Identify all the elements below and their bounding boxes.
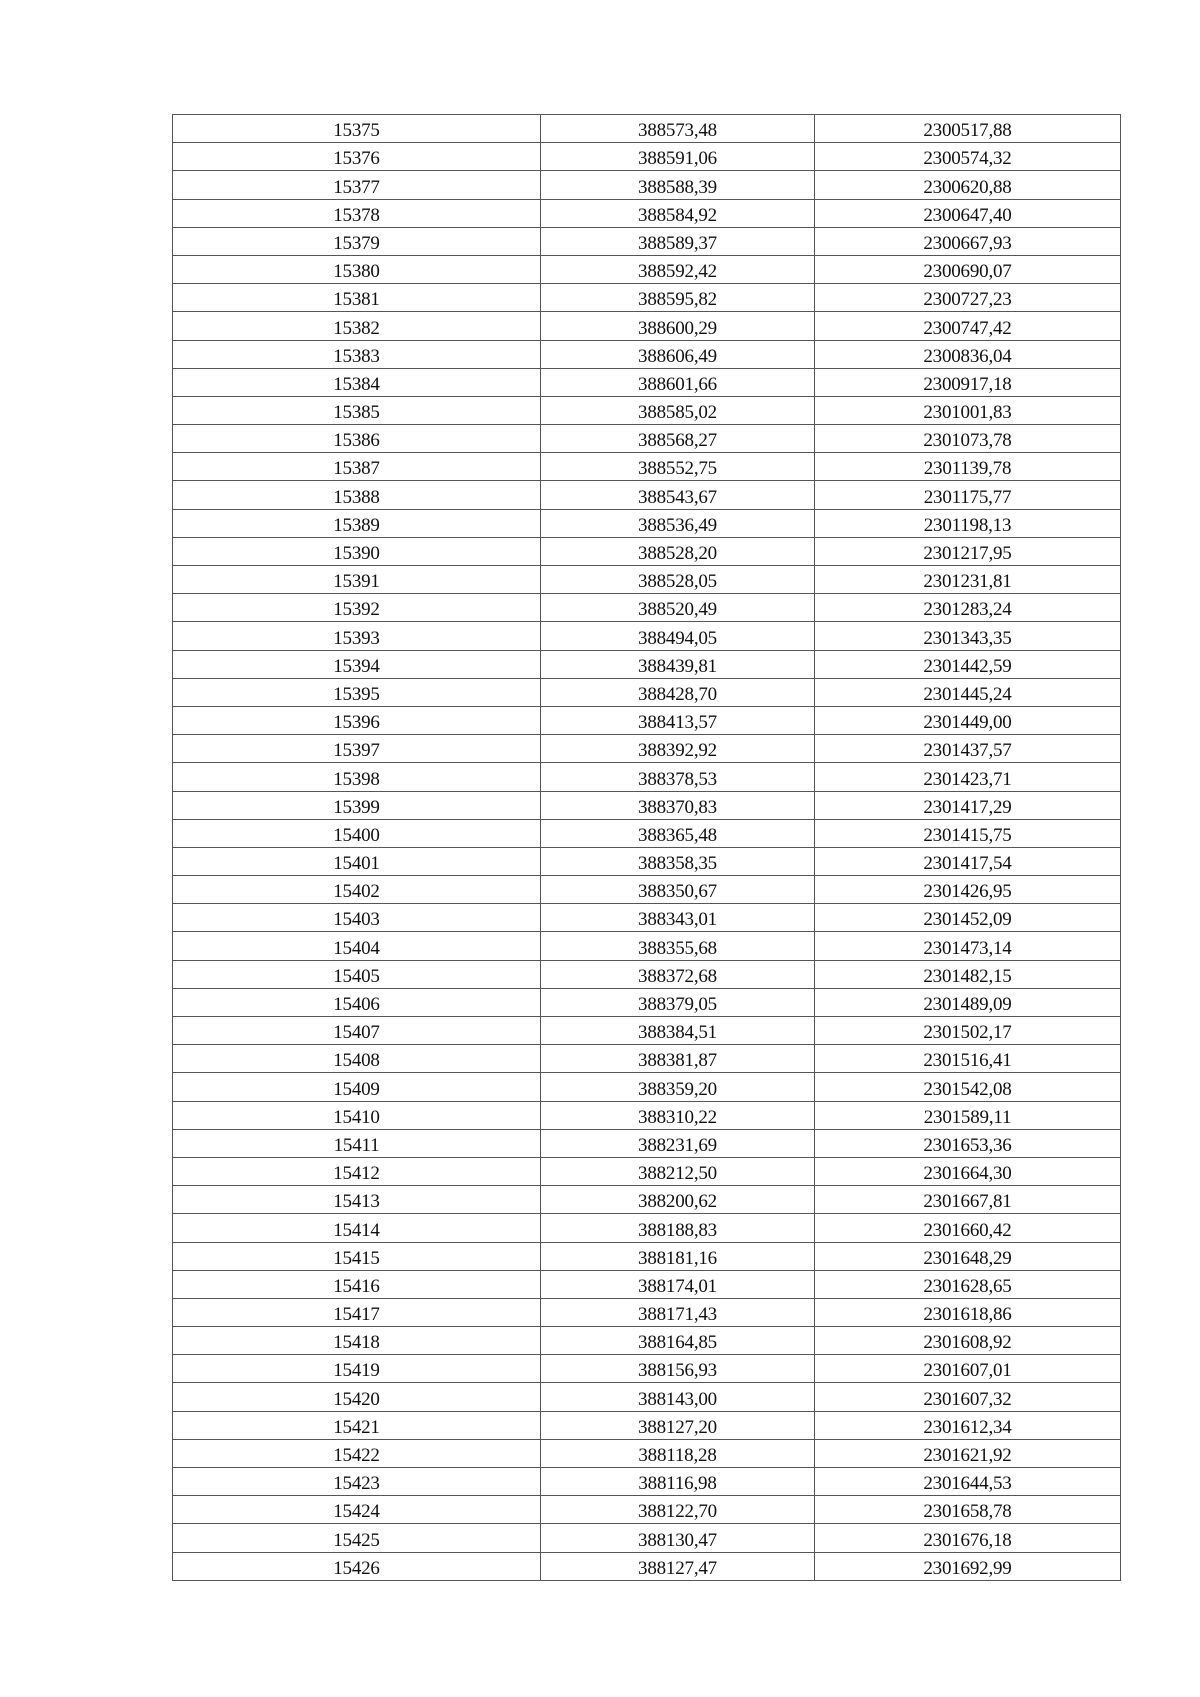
table-row [173,735,1121,763]
point-number-cell: 15423 [173,1468,541,1496]
point-number-cell: 15401 [173,847,541,875]
point-number-cell: 15425 [173,1524,541,1552]
table-row [173,876,1121,904]
y-coordinate-cell: 2301692,99 [815,1552,1121,1580]
y-coordinate-cell: 2300647,40 [815,199,1121,227]
y-coordinate-cell: 2300517,88 [815,115,1121,143]
y-coordinate-cell: 2301283,24 [815,594,1121,622]
point-number-cell: 15396 [173,706,541,734]
y-coordinate-cell: 2301621,92 [815,1439,1121,1467]
point-number-cell: 15415 [173,1242,541,1270]
y-coordinate-cell: 2301489,09 [815,988,1121,1016]
y-coordinate-cell: 2301648,29 [815,1242,1121,1270]
table-row [173,1157,1121,1185]
x-coordinate-cell: 388595,82 [541,284,815,312]
point-number-cell: 15390 [173,537,541,565]
x-coordinate-cell: 388591,06 [541,143,815,171]
point-number-cell: 15375 [173,115,541,143]
table-row [173,763,1121,791]
table-row [173,1186,1121,1214]
point-number-cell: 15413 [173,1186,541,1214]
y-coordinate-cell: 2301426,95 [815,876,1121,904]
x-coordinate-cell: 388528,05 [541,566,815,594]
point-number-cell: 15382 [173,312,541,340]
point-number-cell: 15422 [173,1439,541,1467]
y-coordinate-cell: 2301589,11 [815,1101,1121,1129]
x-coordinate-cell: 388156,93 [541,1355,815,1383]
point-number-cell: 15391 [173,566,541,594]
x-coordinate-cell: 388358,35 [541,847,815,875]
y-coordinate-cell: 2300747,42 [815,312,1121,340]
point-number-cell: 15399 [173,791,541,819]
x-coordinate-cell: 388200,62 [541,1186,815,1214]
point-number-cell: 15398 [173,763,541,791]
table-row [173,509,1121,537]
x-coordinate-cell: 388573,48 [541,115,815,143]
x-coordinate-cell: 388231,69 [541,1129,815,1157]
table-row [173,678,1121,706]
y-coordinate-cell: 2301607,32 [815,1383,1121,1411]
y-coordinate-cell: 2301445,24 [815,678,1121,706]
table-row [173,1129,1121,1157]
y-coordinate-cell: 2301542,08 [815,1073,1121,1101]
table-row [173,706,1121,734]
table-row [173,1524,1121,1552]
x-coordinate-cell: 388592,42 [541,255,815,283]
point-number-cell: 15393 [173,622,541,650]
x-coordinate-cell: 388381,87 [541,1045,815,1073]
point-number-cell: 15411 [173,1129,541,1157]
table-row [173,566,1121,594]
table-row [173,1552,1121,1580]
y-coordinate-cell: 2301001,83 [815,396,1121,424]
point-number-cell: 15387 [173,453,541,481]
y-coordinate-cell: 2301175,77 [815,481,1121,509]
table-row [173,537,1121,565]
table-row [173,199,1121,227]
x-coordinate-cell: 388589,37 [541,227,815,255]
x-coordinate-cell: 388606,49 [541,340,815,368]
point-number-cell: 15421 [173,1411,541,1439]
table-row [173,1327,1121,1355]
x-coordinate-cell: 388359,20 [541,1073,815,1101]
point-number-cell: 15414 [173,1214,541,1242]
point-number-cell: 15383 [173,340,541,368]
table-row [173,340,1121,368]
point-number-cell: 15377 [173,171,541,199]
y-coordinate-cell: 2301415,75 [815,819,1121,847]
table-row [173,1045,1121,1073]
y-coordinate-cell: 2301676,18 [815,1524,1121,1552]
table-row [173,650,1121,678]
x-coordinate-cell: 388188,83 [541,1214,815,1242]
y-coordinate-cell: 2301618,86 [815,1298,1121,1326]
point-number-cell: 15378 [173,199,541,227]
y-coordinate-cell: 2301442,59 [815,650,1121,678]
y-coordinate-cell: 2301607,01 [815,1355,1121,1383]
point-number-cell: 15389 [173,509,541,537]
point-number-cell: 15403 [173,904,541,932]
x-coordinate-cell: 388365,48 [541,819,815,847]
table-row [173,284,1121,312]
point-number-cell: 15380 [173,255,541,283]
table-row [173,255,1121,283]
y-coordinate-cell: 2301217,95 [815,537,1121,565]
table-row [173,143,1121,171]
y-coordinate-cell: 2300727,23 [815,284,1121,312]
y-coordinate-cell: 2301658,78 [815,1496,1121,1524]
point-number-cell: 15426 [173,1552,541,1580]
table-row [173,1298,1121,1326]
x-coordinate-cell: 388343,01 [541,904,815,932]
point-number-cell: 15409 [173,1073,541,1101]
table-row [173,115,1121,143]
y-coordinate-cell: 2301502,17 [815,1017,1121,1045]
point-number-cell: 15419 [173,1355,541,1383]
y-coordinate-cell: 2301644,53 [815,1468,1121,1496]
point-number-cell: 15402 [173,876,541,904]
table-row [173,312,1121,340]
x-coordinate-cell: 388428,70 [541,678,815,706]
x-coordinate-cell: 388350,67 [541,876,815,904]
table-row [173,1270,1121,1298]
table-row [173,622,1121,650]
point-number-cell: 15404 [173,932,541,960]
point-number-cell: 15397 [173,735,541,763]
x-coordinate-cell: 388568,27 [541,425,815,453]
table-row [173,453,1121,481]
x-coordinate-cell: 388122,70 [541,1496,815,1524]
table-row [173,425,1121,453]
coordinates-table [172,114,1121,1581]
table-row [173,904,1121,932]
y-coordinate-cell: 2301423,71 [815,763,1121,791]
table-row [173,368,1121,396]
x-coordinate-cell: 388127,47 [541,1552,815,1580]
point-number-cell: 15388 [173,481,541,509]
point-number-cell: 15420 [173,1383,541,1411]
table-row [173,1355,1121,1383]
point-number-cell: 15408 [173,1045,541,1073]
table-row [173,791,1121,819]
table-row [173,171,1121,199]
x-coordinate-cell: 388392,92 [541,735,815,763]
x-coordinate-cell: 388520,49 [541,594,815,622]
table-row [173,1496,1121,1524]
x-coordinate-cell: 388584,92 [541,199,815,227]
x-coordinate-cell: 388212,50 [541,1157,815,1185]
y-coordinate-cell: 2301608,92 [815,1327,1121,1355]
y-coordinate-cell: 2301343,35 [815,622,1121,650]
x-coordinate-cell: 388171,43 [541,1298,815,1326]
point-number-cell: 15394 [173,650,541,678]
x-coordinate-cell: 388439,81 [541,650,815,678]
point-number-cell: 15424 [173,1496,541,1524]
y-coordinate-cell: 2300917,18 [815,368,1121,396]
point-number-cell: 15384 [173,368,541,396]
x-coordinate-cell: 388588,39 [541,171,815,199]
x-coordinate-cell: 388143,00 [541,1383,815,1411]
table-row [173,932,1121,960]
x-coordinate-cell: 388601,66 [541,368,815,396]
x-coordinate-cell: 388494,05 [541,622,815,650]
table-row [173,1073,1121,1101]
x-coordinate-cell: 388552,75 [541,453,815,481]
x-coordinate-cell: 388181,16 [541,1242,815,1270]
table-row [173,988,1121,1016]
y-coordinate-cell: 2301660,42 [815,1214,1121,1242]
point-number-cell: 15416 [173,1270,541,1298]
y-coordinate-cell: 2300574,32 [815,143,1121,171]
y-coordinate-cell: 2301612,34 [815,1411,1121,1439]
x-coordinate-cell: 388543,67 [541,481,815,509]
x-coordinate-cell: 388355,68 [541,932,815,960]
x-coordinate-cell: 388528,20 [541,537,815,565]
y-coordinate-cell: 2301473,14 [815,932,1121,960]
point-number-cell: 15385 [173,396,541,424]
point-number-cell: 15412 [173,1157,541,1185]
y-coordinate-cell: 2301449,00 [815,706,1121,734]
y-coordinate-cell: 2300690,07 [815,255,1121,283]
x-coordinate-cell: 388379,05 [541,988,815,1016]
point-number-cell: 15376 [173,143,541,171]
point-number-cell: 15392 [173,594,541,622]
x-coordinate-cell: 388118,28 [541,1439,815,1467]
point-number-cell: 15381 [173,284,541,312]
point-number-cell: 15379 [173,227,541,255]
x-coordinate-cell: 388310,22 [541,1101,815,1129]
y-coordinate-cell: 2301628,65 [815,1270,1121,1298]
x-coordinate-cell: 388372,68 [541,960,815,988]
y-coordinate-cell: 2301653,36 [815,1129,1121,1157]
table-row [173,847,1121,875]
table-row [173,960,1121,988]
x-coordinate-cell: 388130,47 [541,1524,815,1552]
table-row [173,1439,1121,1467]
y-coordinate-cell: 2301417,54 [815,847,1121,875]
table-row [173,1411,1121,1439]
table-row [173,1214,1121,1242]
y-coordinate-cell: 2301139,78 [815,453,1121,481]
x-coordinate-cell: 388164,85 [541,1327,815,1355]
y-coordinate-cell: 2301417,29 [815,791,1121,819]
x-coordinate-cell: 388370,83 [541,791,815,819]
x-coordinate-cell: 388413,57 [541,706,815,734]
y-coordinate-cell: 2301452,09 [815,904,1121,932]
table-row [173,481,1121,509]
table-row [173,819,1121,847]
table-row [173,594,1121,622]
table-row [173,1017,1121,1045]
x-coordinate-cell: 388585,02 [541,396,815,424]
point-number-cell: 15400 [173,819,541,847]
table-row [173,1383,1121,1411]
x-coordinate-cell: 388384,51 [541,1017,815,1045]
y-coordinate-cell: 2301664,30 [815,1157,1121,1185]
table-row [173,1101,1121,1129]
point-number-cell: 15405 [173,960,541,988]
x-coordinate-cell: 388174,01 [541,1270,815,1298]
x-coordinate-cell: 388536,49 [541,509,815,537]
x-coordinate-cell: 388600,29 [541,312,815,340]
point-number-cell: 15417 [173,1298,541,1326]
table-row [173,1468,1121,1496]
y-coordinate-cell: 2300620,88 [815,171,1121,199]
y-coordinate-cell: 2301482,15 [815,960,1121,988]
y-coordinate-cell: 2301073,78 [815,425,1121,453]
table-row [173,227,1121,255]
table-row [173,396,1121,424]
y-coordinate-cell: 2301198,13 [815,509,1121,537]
y-coordinate-cell: 2301667,81 [815,1186,1121,1214]
x-coordinate-cell: 388116,98 [541,1468,815,1496]
table-row [173,1242,1121,1270]
point-number-cell: 15407 [173,1017,541,1045]
point-number-cell: 15410 [173,1101,541,1129]
y-coordinate-cell: 2301437,57 [815,735,1121,763]
y-coordinate-cell: 2300667,93 [815,227,1121,255]
point-number-cell: 15406 [173,988,541,1016]
y-coordinate-cell: 2300836,04 [815,340,1121,368]
coordinates-table-body [173,115,1121,1581]
y-coordinate-cell: 2301516,41 [815,1045,1121,1073]
x-coordinate-cell: 388127,20 [541,1411,815,1439]
point-number-cell: 15395 [173,678,541,706]
y-coordinate-cell: 2301231,81 [815,566,1121,594]
point-number-cell: 15418 [173,1327,541,1355]
x-coordinate-cell: 388378,53 [541,763,815,791]
point-number-cell: 15386 [173,425,541,453]
